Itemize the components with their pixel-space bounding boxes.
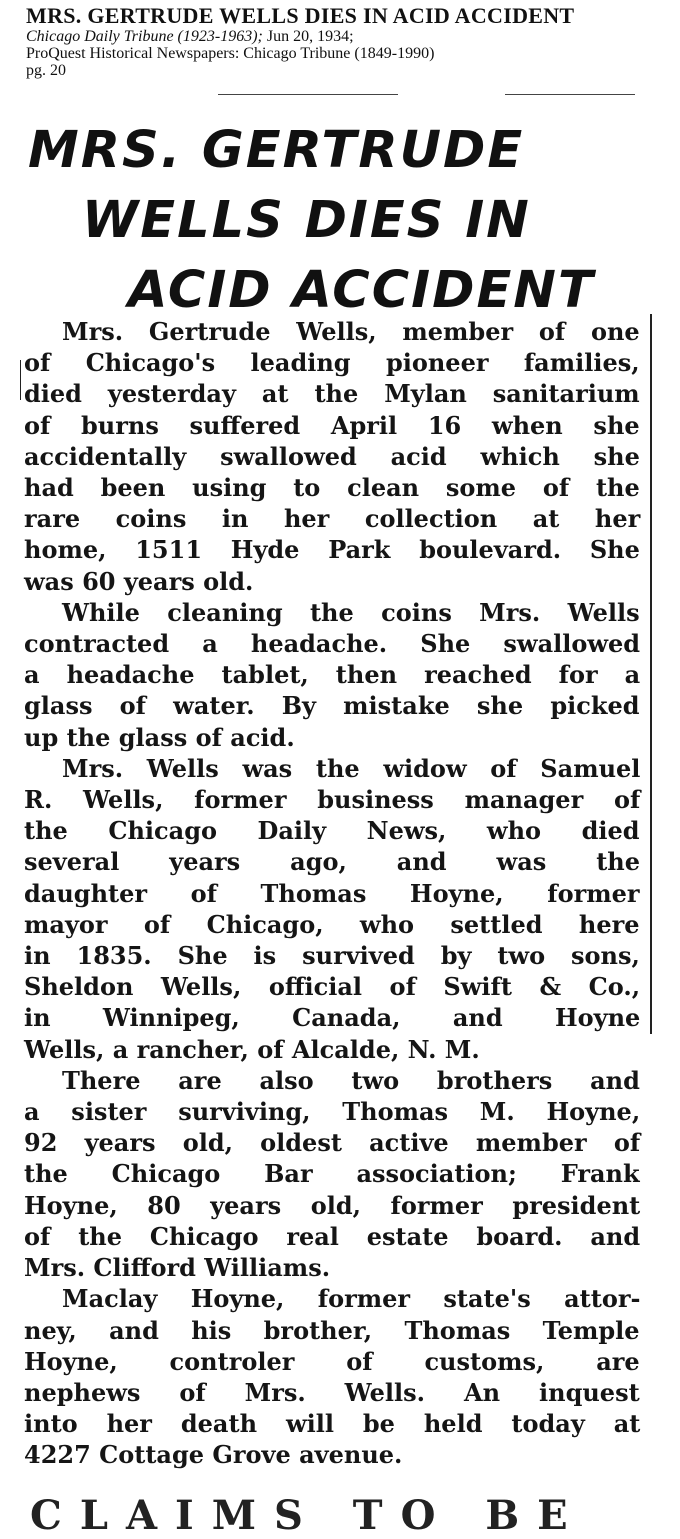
article-line: R. Wells, former business manager of [24, 785, 641, 815]
article-line: Sheldon Wells, official of Swift & Co., [24, 972, 641, 1002]
article-paragraph [24, 1065, 640, 1283]
article-line: a headache tablet, then reached for a [24, 660, 641, 690]
headline-line-3: ACID ACCIDENT [128, 261, 595, 320]
article-line: in 1835. She is survived by two sons, [24, 941, 640, 971]
next-article-fragment: CLAIMS TO BE [30, 1492, 586, 1539]
citation-page: pg. 20 [26, 62, 66, 79]
article-line: glass of water. By mistake she picked [24, 691, 640, 721]
citation-database: ProQuest Historical Newspapers: Chicago Tribune (1849-1990) [26, 45, 435, 62]
article-line: had been using to clean some of the [24, 473, 640, 503]
article-line: 92 years old, oldest active member of [24, 1128, 641, 1158]
article-line: of Chicago's leading pioneer families, [24, 348, 640, 378]
article-line: There are also two brothers and [62, 1065, 640, 1095]
article-line: nephews of Mrs. Wells. An inquest [24, 1377, 640, 1407]
article-line: daughter of Thomas Hoyne, former [24, 878, 640, 908]
article-line: home, 1511 Hyde Park boulevard. She [24, 535, 640, 565]
column-rule-left-fragment [20, 360, 21, 400]
article-line: Mrs. Wells was the widow of Samuel [62, 753, 641, 783]
article-line: a sister surviving, Thomas M. Hoyne, [24, 1097, 641, 1127]
article-line: into her death will be held today at [24, 1409, 641, 1439]
article-line: Maclay Hoyne, former state's attor- [62, 1284, 641, 1314]
article-paragraph [24, 753, 640, 1065]
citation-source-line [26, 28, 666, 45]
article-line: up the glass of acid. [24, 722, 295, 752]
article-line: of burns suffered April 16 when she [24, 410, 640, 440]
article-line: was 60 years old. [24, 566, 254, 596]
article-headline [20, 116, 660, 326]
citation-publication: Chicago Daily Tribune (1923-1963); [26, 28, 263, 45]
article-line: died yesterday at the Mylan sanitarium [24, 379, 640, 409]
citation-date: Jun 20, 1934; [262, 28, 354, 45]
article-line: Mrs. Clifford Williams. [24, 1253, 331, 1283]
article-line: in Winnipeg, Canada, and Hoyne [24, 1003, 641, 1033]
article-line: While cleaning the coins Mrs. Wells [62, 597, 640, 627]
header-rule-right [505, 94, 635, 95]
article-line: mayor of Chicago, who settled here [24, 909, 640, 939]
article-line: rare coins in her collection at her [24, 504, 641, 534]
article-line: several years ago, and was the [24, 847, 641, 877]
article-line: accidentally swallowed acid which she [24, 441, 640, 471]
article-paragraph [24, 1283, 640, 1470]
article-line: Mrs. Gertrude Wells, member of one [62, 317, 640, 346]
article-line: 4227 Cottage Grove avenue. [24, 1440, 403, 1470]
header-rule-left [218, 94, 398, 95]
citation-title: MRS. GERTRUDE WELLS DIES IN ACID ACCIDENT [26, 3, 575, 28]
headline-line-2: WELLS DIES IN [82, 191, 531, 250]
article-line: Hoyne, controler of customs, are [24, 1346, 640, 1376]
citation-header [26, 4, 666, 79]
article-line: ney, and his brother, Thomas Temple [24, 1315, 640, 1345]
article-line: contracted a headache. She swallowed [24, 629, 641, 659]
article-line: Wells, a rancher, of Alcalde, N. M. [24, 1034, 480, 1064]
article-line: of the Chicago real estate board. and [24, 1221, 641, 1251]
article-paragraph [24, 316, 640, 597]
article-line: the Chicago Daily News, who died [24, 816, 640, 846]
article-line: Hoyne, 80 years old, former president [24, 1190, 641, 1220]
column-rule-right [650, 314, 652, 1034]
headline-line-1: MRS. GERTRUDE [28, 121, 525, 180]
article-body [24, 316, 640, 1471]
article-line: the Chicago Bar association; Frank [24, 1159, 640, 1189]
article-paragraph [24, 597, 640, 753]
